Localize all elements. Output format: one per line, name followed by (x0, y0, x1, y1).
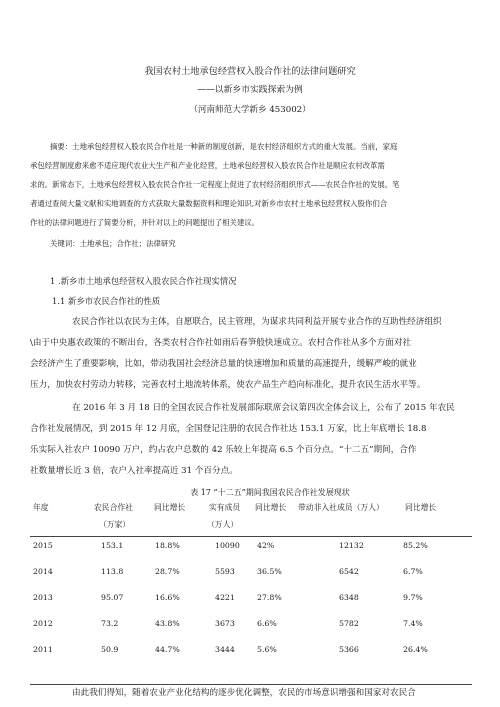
table-cell: 6.7% (403, 567, 423, 576)
abstract-line: 求的。新常态下，土地承包经营权入股农民合作社一定程度上促进了农村经济组织形式——农民合作社的发展。笔 (30, 180, 400, 189)
table-cell: 7.4% (403, 619, 423, 628)
table-cell: 5.6% (257, 645, 277, 654)
paragraph-line: 由此我们得知，随着农业产业化结构的逐步优化调整，农民的市场意识增强和国家对农民合 (72, 688, 416, 698)
table-cell: 26.4% (403, 645, 428, 654)
table-unit-label: （万人） (207, 520, 239, 529)
table-cell: 12132 (339, 541, 364, 550)
keywords: 关键词：土地承包；合作社；法律研究 (50, 239, 176, 248)
paragraph-line: 合作社发展情况，到 2015 年 12 月底，全国登记注册的农民合作社达 153.1 万家，比上年底增长 18.8 (30, 424, 427, 434)
table-cell: 18.8% (155, 541, 180, 550)
table-cell: 6.6% (257, 619, 277, 628)
table-header-cell: 农民合作社 (94, 503, 133, 512)
table-cell: 50.9 (101, 645, 119, 654)
table-cell: 2015 (33, 541, 53, 550)
table-cell: 43.8% (155, 619, 180, 628)
table-cell: 10090 (215, 541, 240, 550)
table-header-cell: 同比增长 (255, 503, 287, 512)
table-cell: 36.5% (257, 567, 282, 576)
abstract-line: 作社的法律问题进行了简要分析，并针对以上的问题提出了相关建议。 (30, 218, 260, 227)
paper-subtitle: ——以新乡市实践探索为例 (197, 85, 303, 95)
abstract-line: 摘要：土地承包经营权入股农民合作社是一种新的制度创新，是农村经济组织方式的重大发展。当前，家庭 (50, 142, 398, 151)
table-cell: 2012 (33, 619, 53, 628)
table-cell: 5366 (339, 645, 359, 654)
table-cell: 95.07 (101, 593, 124, 602)
table-cell: 6542 (339, 567, 359, 576)
table-cell: 44.7% (155, 645, 180, 654)
abstract-line: 者通过查阅大量文献和实地调查的方式获取大量数据资料和理论知识,对新乡市农村土地承包经营权入股你们合 (30, 199, 388, 208)
table-cell: 27.8% (257, 593, 282, 602)
table-cell: 28.7% (155, 567, 180, 576)
paragraph-line: 在 2016 年 3 月 18 日的全国农民合作社发展部际联席会议第四次全体会议上，公布了 2015 年农民 (72, 403, 455, 413)
table-rule (30, 684, 472, 685)
paragraph-line: 乐实际入社农户 10090 万户，约占农户总数的 42 乐较上年提高 6.5 个百分点。“十二五”期间，合作 (30, 445, 417, 455)
table-unit-label: （万家） (99, 520, 131, 529)
paragraph-line: 压力，加快农村劳动力转移，完善农村土地流转体系，使农产品生产趋向标准化，提升农民生活水平等。 (30, 380, 426, 390)
table-header-cell: 同比增长 (405, 503, 437, 512)
table-cell: 73.2 (101, 619, 119, 628)
paragraph-line: 农民合作社以农民为主体，自愿联合，民主管理，为谋求共同利益开展专业合作的互助性经济组织 (72, 317, 442, 327)
table-cell: 6348 (339, 593, 359, 602)
table-cell: 9.7% (403, 593, 423, 602)
table-cell: 2013 (33, 593, 53, 602)
paragraph-line: 社数量增长近 3 倍，农户入社率提高近 31 个百分点。 (30, 466, 238, 476)
table-header-cell: 实有成员 (209, 503, 241, 512)
table-cell: 5593 (215, 567, 235, 576)
paragraph-line: \由于中央惠农政策的不断出台，各类农村合作社如雨后春笋般快速成立。农村合作社从多个方面对社 (30, 338, 412, 348)
table-cell: 42% (257, 541, 275, 550)
table-cell: 16.6% (155, 593, 180, 602)
table-cell: 113.8 (101, 567, 124, 576)
table-cell: 5782 (339, 619, 359, 628)
table-cell: 3673 (215, 619, 235, 628)
table-caption: 表 17 “十二五”期间我国农民合作社发展现状 (190, 488, 350, 497)
table-header-cell: 带动非入社成员（万人） (298, 503, 384, 512)
table-rule (30, 536, 472, 537)
paper-title: 我国农村土地承包经营权入股合作社的法律问题研究 (144, 66, 356, 77)
table-cell: 4221 (215, 593, 235, 602)
section-heading: 1 .新乡市土地承包经营权入股农民合作社现实情况 (50, 276, 237, 286)
table-cell: 3444 (215, 645, 235, 654)
table-cell: 2011 (33, 645, 53, 654)
abstract-line: 承包经营制度愈来愈不适应现代农业大生产和产业化经营，土地承包经营权入股农民合作社是顺应农村改革需 (30, 161, 385, 170)
subsection-heading: 1.1 新乡市农民合作社的性质 (52, 296, 161, 306)
paragraph-line: 会经济产生了重要影响，比如，带动我国社会经济总量的快速增加和质量的高速提升，缓解严峻的就业 (30, 359, 417, 369)
table-header-cell: 同比增长 (154, 503, 186, 512)
author-affiliation: （河南师范大学新乡 453002） (189, 105, 311, 115)
table-cell: 2014 (33, 567, 53, 576)
table-cell: 85.2% (403, 541, 428, 550)
table-cell: 153.1 (101, 541, 124, 550)
table-header-cell: 年度 (33, 503, 49, 512)
